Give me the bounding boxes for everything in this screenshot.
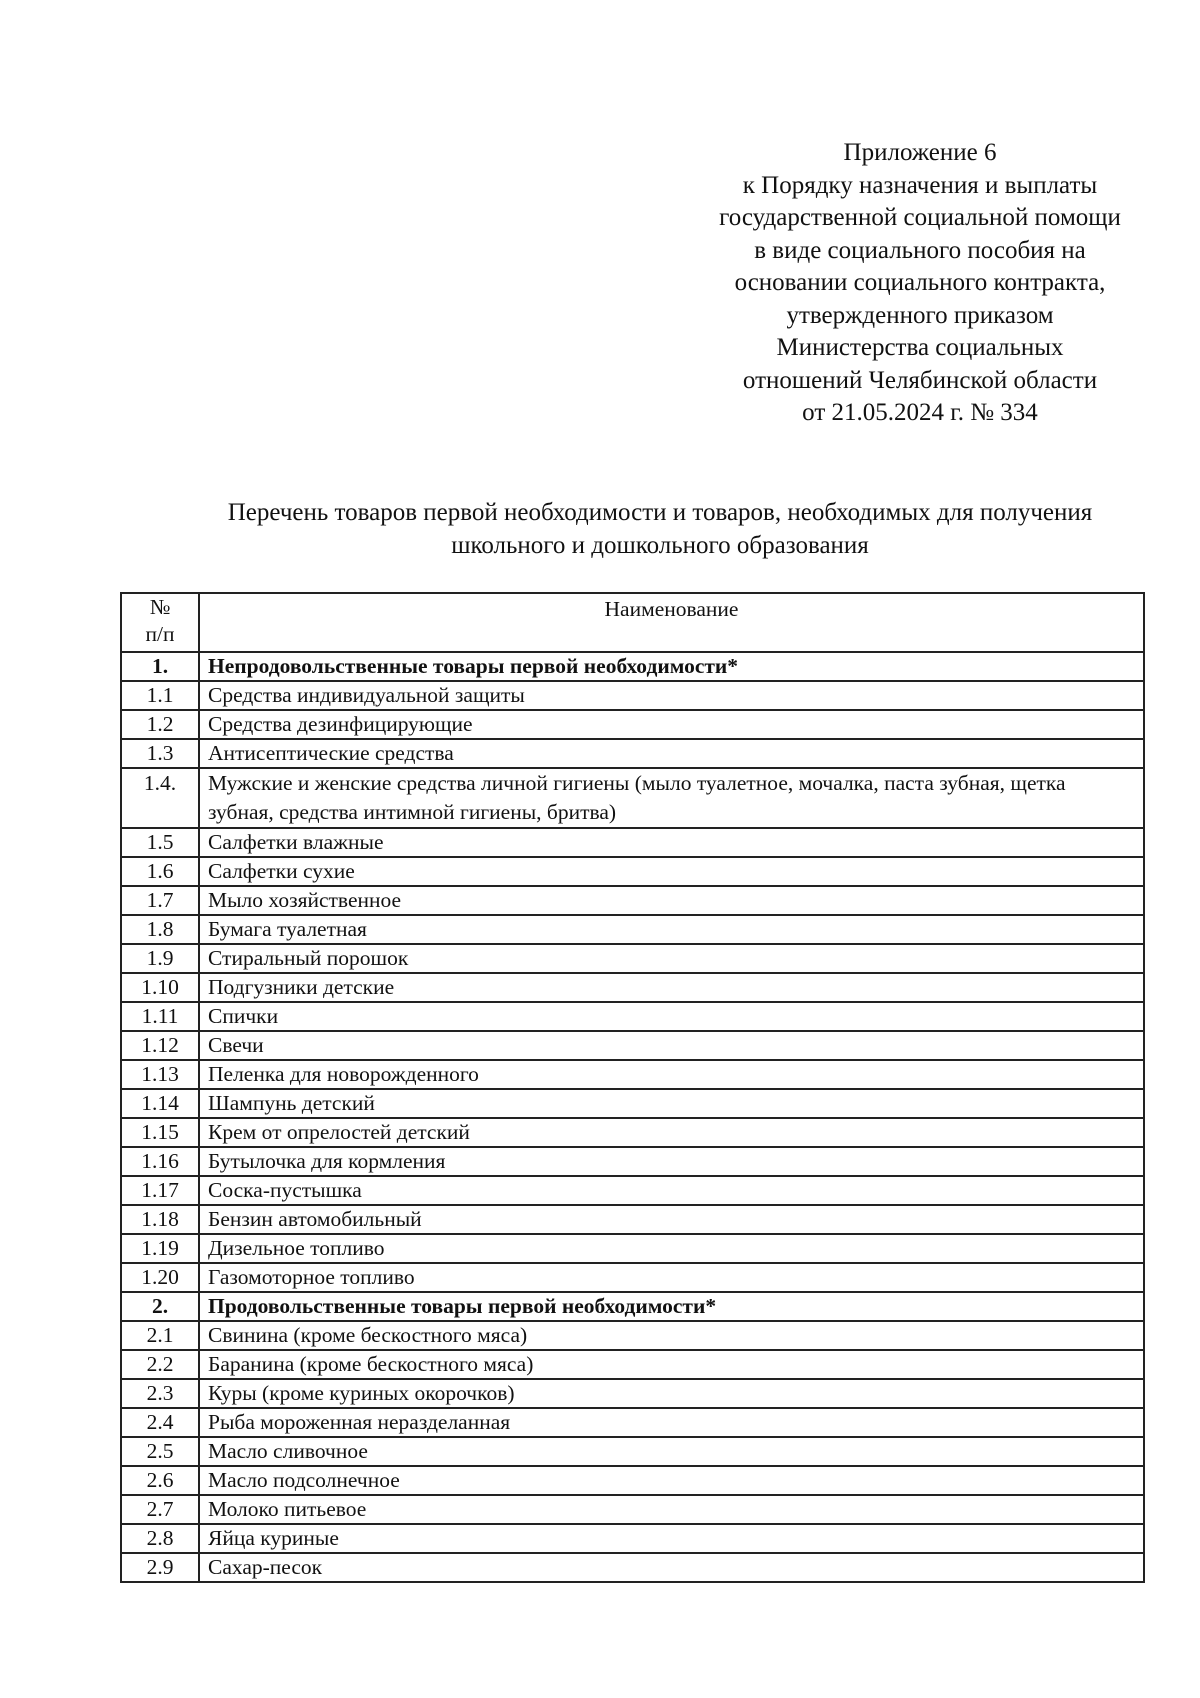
section-row (121, 652, 1144, 681)
row-name: Газомоторное топливо (199, 1263, 1144, 1292)
row-name: Дизельное топливо (199, 1234, 1144, 1263)
row-number: 1.10 (121, 973, 199, 1002)
header-name-cell: Наименование (199, 593, 1144, 652)
row-number: 2.4 (121, 1408, 199, 1437)
table-row (121, 915, 1144, 944)
row-name: Сахар-песок (199, 1553, 1144, 1582)
row-number: 1.6 (121, 857, 199, 886)
row-name: Куры (кроме куриных окорочков) (199, 1379, 1144, 1408)
row-name: Пеленка для новорожденного (199, 1060, 1144, 1089)
row-number: 1.19 (121, 1234, 199, 1263)
row-name: Яйца куриные (199, 1524, 1144, 1553)
row-number: 1.4. (121, 768, 199, 828)
row-number: 2.1 (121, 1321, 199, 1350)
row-number: 2.6 (121, 1466, 199, 1495)
table-row (121, 1089, 1144, 1118)
appendix-line: Министерства социальных (776, 334, 1064, 361)
row-name: Мужские и женские средства личной гигиены (мыло туалетное, мочалка, паста зубная, щетка зубная, средства интимной гигиены, бритва) (199, 768, 1144, 828)
table-row (121, 1031, 1144, 1060)
row-number: 1.1 (121, 681, 199, 710)
row-name: Стиральный порошок (199, 944, 1144, 973)
row-number: 2.9 (121, 1553, 199, 1582)
appendix-line: утвержденного приказом (786, 301, 1054, 329)
row-number: 2.7 (121, 1495, 199, 1524)
appendix-line: от 21.05.2024 г. № 334 (802, 399, 1038, 426)
row-number: 1.9 (121, 944, 199, 973)
row-name: Непродовольственные товары первой необходимости* (199, 652, 1144, 681)
table-body (121, 652, 1144, 1582)
table-row (121, 1524, 1144, 1553)
table-row (121, 1002, 1144, 1031)
header-number-cell (121, 593, 199, 652)
row-number: 2.5 (121, 1437, 199, 1466)
row-name: Салфетки сухие (199, 857, 1144, 886)
row-number: 2.2 (121, 1350, 199, 1379)
table-row (121, 1321, 1144, 1350)
appendix-line: основании социального контракта, (734, 269, 1106, 296)
table-row (121, 1466, 1144, 1495)
table-row (121, 1350, 1144, 1379)
row-name: Бутылочка для кормления (199, 1147, 1144, 1176)
table-row (121, 857, 1144, 886)
table-row (121, 1553, 1144, 1582)
title-line-2: школьного и дошкольного образования (451, 532, 869, 559)
row-name: Бумага туалетная (199, 915, 1144, 944)
table-row (121, 1118, 1144, 1147)
row-name: Шампунь детский (199, 1089, 1144, 1118)
row-name: Продовольственные товары первой необходимости* (199, 1292, 1144, 1321)
header-number-symbol: № (149, 595, 171, 619)
row-number: 2.3 (121, 1379, 199, 1408)
table-row (121, 1437, 1144, 1466)
row-name: Баранина (кроме бескостного мяса) (199, 1350, 1144, 1379)
row-name: Антисептические средства (199, 739, 1144, 768)
row-number: 1.15 (121, 1118, 199, 1147)
table-row (121, 768, 1144, 828)
row-number: 2. (121, 1292, 199, 1321)
row-name: Подгузники детские (199, 973, 1144, 1002)
row-name: Средства дезинфицирующие (199, 710, 1144, 739)
goods-table (120, 592, 1145, 1583)
row-name: Свечи (199, 1031, 1144, 1060)
row-number: 1.18 (121, 1205, 199, 1234)
row-number: 1.7 (121, 886, 199, 915)
table-row (121, 1234, 1144, 1263)
table-row (121, 1408, 1144, 1437)
table-row (121, 828, 1144, 857)
appendix-line: Приложение 6 (843, 139, 997, 166)
row-name: Свинина (кроме бескостного мяса) (199, 1321, 1144, 1350)
row-name: Рыба мороженная неразделанная (199, 1408, 1144, 1437)
row-number: 1.14 (121, 1089, 199, 1118)
row-number: 1.3 (121, 739, 199, 768)
row-name: Салфетки влажные (199, 828, 1144, 857)
row-number: 1.11 (121, 1002, 199, 1031)
row-name: Соска-пустышка (199, 1176, 1144, 1205)
row-name: Бензин автомобильный (199, 1205, 1144, 1234)
row-number: 1.8 (121, 915, 199, 944)
table-row (121, 1205, 1144, 1234)
row-name: Масло сливочное (199, 1437, 1144, 1466)
table-row (121, 1176, 1144, 1205)
row-name: Молоко питьевое (199, 1495, 1144, 1524)
title-line-1: Перечень товаров первой необходимости и товаров, необходимых для получения (227, 499, 1093, 526)
row-number: 1.2 (121, 710, 199, 739)
row-name: Средства индивидуальной защиты (199, 681, 1144, 710)
appendix-line: в виде социального пособия на (754, 236, 1086, 264)
table-row (121, 1263, 1144, 1292)
row-number: 2.8 (121, 1524, 199, 1553)
table-row (121, 1495, 1144, 1524)
row-number: 1.13 (121, 1060, 199, 1089)
row-name: Масло подсолнечное (199, 1466, 1144, 1495)
table-row (121, 710, 1144, 739)
row-number: 1.12 (121, 1031, 199, 1060)
row-number: 1. (121, 652, 199, 681)
row-name: Крем от опрелостей детский (199, 1118, 1144, 1147)
document-title (100, 496, 1200, 562)
appendix-block (640, 137, 1200, 430)
table-row (121, 944, 1144, 973)
table-row (121, 973, 1144, 1002)
header-number-abbrev: п/п (145, 622, 175, 646)
table-row (121, 1147, 1144, 1176)
table-row (121, 1060, 1144, 1089)
row-number: 1.20 (121, 1263, 199, 1292)
table-row (121, 886, 1144, 915)
table-row (121, 739, 1144, 768)
section-row (121, 1292, 1144, 1321)
appendix-line: государственной социальной помощи (719, 204, 1121, 231)
appendix-line: к Порядку назначения и выплаты (742, 171, 1098, 199)
row-number: 1.16 (121, 1147, 199, 1176)
row-name: Мыло хозяйственное (199, 886, 1144, 915)
row-number: 1.5 (121, 828, 199, 857)
table-header-row (121, 593, 1144, 652)
appendix-line: отношений Челябинской области (742, 366, 1098, 394)
table-row (121, 681, 1144, 710)
row-number: 1.17 (121, 1176, 199, 1205)
table-row (121, 1379, 1144, 1408)
row-name: Спички (199, 1002, 1144, 1031)
